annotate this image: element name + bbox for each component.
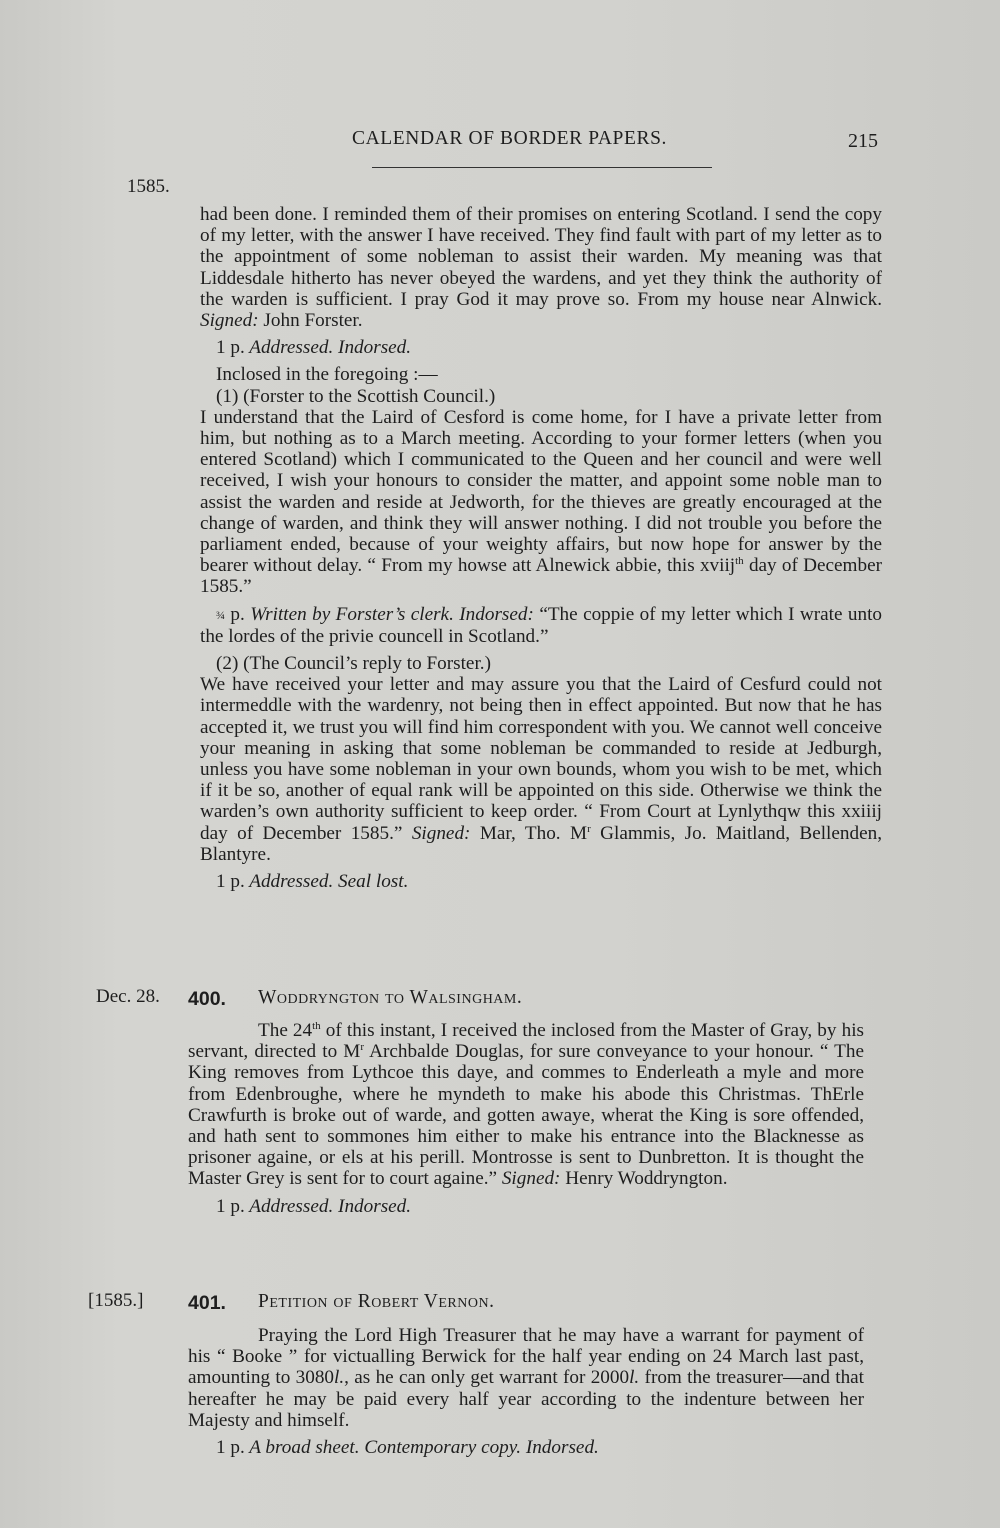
entry-title: Petition of Robert Vernon. (258, 1291, 495, 1312)
signers-end: Glammis, Jo. Maitland, Bellenden, Blantyre. (200, 822, 882, 865)
note-text: Addressed. Seal lost. (249, 871, 409, 893)
page-count: p. (225, 603, 245, 625)
endorsement-note (200, 871, 882, 892)
currency-l: l. (334, 1367, 345, 1389)
item-text (200, 674, 882, 865)
note-quote: “The coppie of my letter which I wrate unto the lordes of the privie councell in Scotland.” (200, 603, 883, 647)
superscript: r (360, 1041, 365, 1054)
page-count: 1 p. (216, 1437, 245, 1459)
endorsement-note (200, 337, 882, 358)
continuation-paragraph (200, 204, 882, 331)
entry-body (188, 1325, 864, 1458)
endorsement-note (188, 1437, 864, 1458)
entry-text-a: Praying the Lord High Treasurer that he may have a warrant for payment of his “ Booke ” for victualling Berwick for the half year ending on 24 March last past, amounting to 3080 (188, 1325, 864, 1389)
signed-label: Signed: (411, 822, 471, 844)
superscript: th (735, 555, 744, 568)
entry-text-c: Archbalde Douglas, for sure conveyance to your honour. “ The King removes from Lythcoe this daye, and commes to Enderleath a myle and more from Edenbroughe, where he myndeth to make his abode this Christmas. ThErle Crawfurth is broke out of warde, and gotten awaye, wherat the King is sore offended, and hath sent to sommones him either to make his entrance into the Blacknesse as prisoner againe, or els at his perill. Montrosse is sent to Dunbretton. It is thought the Master Grey is sent for to court againe.” (188, 1041, 864, 1190)
entry-text (188, 1020, 864, 1190)
inclosed-heading: Inclosed in the foregoing :— (216, 364, 438, 386)
note-text: A broad sheet. Contemporary copy. Indorsed. (249, 1437, 599, 1459)
signer: Henry Woddryngton. (565, 1168, 728, 1190)
entry-text-a: The 24 (258, 1020, 313, 1041)
page-count: 1 p. (216, 1195, 245, 1217)
superscript: r (587, 822, 591, 835)
item-heading: (1) (Forster to the Scottish Council.) (216, 385, 496, 407)
continuation-block (200, 204, 882, 892)
entry-text-b: of this instant, I received the inclosed from the Master of Gray, by his servant, directed to M (188, 1020, 864, 1063)
entry-body (188, 1020, 864, 1217)
endorsement-note (188, 1196, 864, 1217)
page-number: 215 (848, 130, 878, 152)
header-rule (372, 167, 712, 168)
item-body: We have received your letter and may assure you that the Laird of Cesfurd could not intermeddle with the wardenry, not being then in effect appointed. But now that he has accepted it, we trust you will find him correspondent with you. We cannot well conceive your meaning in asking that some nobleman be commanded to reside at Jedburgh, unless you have some nobleman in your own bounds, whom you wish to be met, which if it be so, another of equal rank will be appointed on this side. Otherwise we think the warden’s own authority sufficient to keep order. “ From Court at Lynlythqw this xxiiij day of December 1585.” (200, 674, 882, 844)
entry-date: [1585.] (88, 1290, 144, 1311)
item-text (200, 407, 882, 598)
entry-date: Dec. 28. (96, 986, 160, 1007)
item-heading: (2) (The Council’s reply to Forster.) (216, 653, 491, 675)
continuation-text: had been done. I reminded them of their promises on entering Scotland. I send the copy of my letter, with the answer I have received. They find fault with part of my letter as to the appointment of some nobleman to assist their warden. My meaning was that Liddesdale hitherto has never obeyed the wardens, and yet they think the authority of the warden is sufficient. I pray God it may prove so. From my house near Alnwick. (200, 204, 882, 310)
signed-label: Signed: (501, 1168, 561, 1190)
signed-label: Signed: (200, 310, 259, 332)
page-count: 1 p. (216, 871, 245, 893)
fraction: ¾ (216, 607, 225, 622)
note-text: Addressed. Indorsed. (249, 337, 412, 359)
currency-l: l. (629, 1367, 640, 1389)
note-text: Addressed. Indorsed. (249, 1195, 412, 1217)
entry-text (188, 1325, 864, 1431)
entry-number: 401. (188, 1292, 226, 1314)
note-text: Written by Forster’s clerk. Indorsed: (250, 603, 534, 625)
page-count: 1 p. (216, 337, 245, 359)
entry-text-b: , as he can only get warrant for 2000 (344, 1367, 630, 1389)
item-body-end: day of December 1585.” (200, 555, 882, 598)
item-body: I understand that the Laird of Cesford is come home, for I have a private letter from him, but nothing as to a March meeting. According to your former letters (when you entered Scotland) which I communicated to the Queen and her council and were well received, I wish your honours to consider the matter, and appoint some noble man to assist the warden and reside at Jedworth, for the thieves are greatly encouraged at the change of warden, and think they will answer nothing. I did not trouble you before the parliament ended, because of your weighty affairs, but now hope for answer by the bearer without delay. “ From my howse att Alnewick abbie, this xviij (200, 406, 882, 577)
endorsement-note (200, 604, 882, 647)
entry-title: Woddryngton to Walsingham. (258, 987, 523, 1008)
signer: John Forster. (263, 310, 363, 332)
superscript: th (312, 1020, 321, 1032)
signers: Mar, Tho. M (479, 822, 588, 844)
margin-year: 1585. (127, 176, 170, 197)
entry-text-c: from the treasurer—and that hereafter he may be paid every half year according to the indenture between her Majesty and himself. (188, 1367, 865, 1431)
entry-number: 400. (188, 988, 226, 1010)
running-title: CALENDAR OF BORDER PAPERS. (352, 128, 668, 149)
